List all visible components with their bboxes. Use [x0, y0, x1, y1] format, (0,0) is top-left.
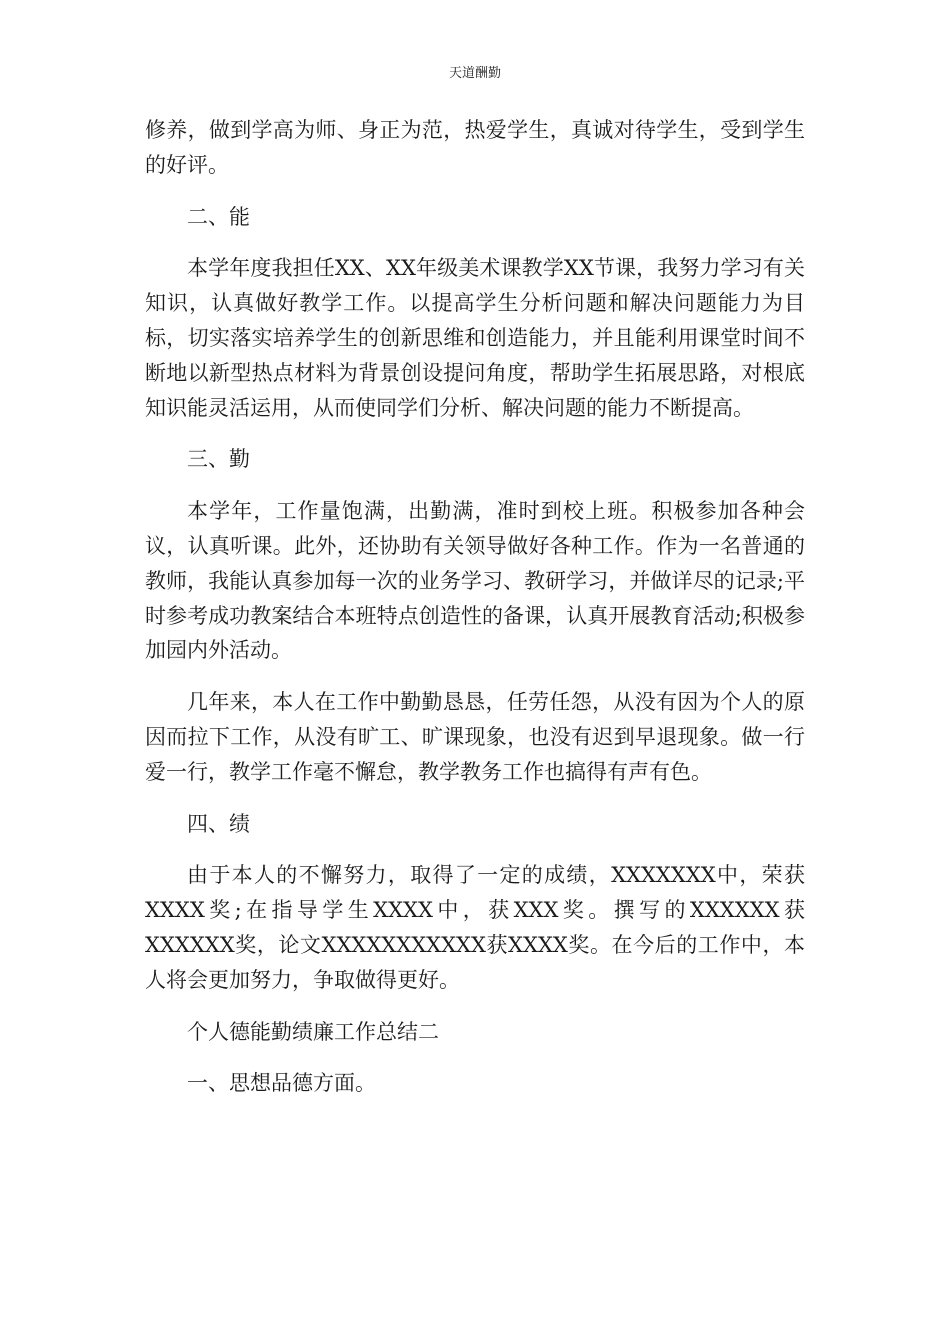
section-heading-ability: 二、能: [187, 204, 250, 229]
section-heading-diligence: 三、勤: [187, 447, 250, 472]
paragraph-continuation: 修养，做到学高为师、身正为范，热爱学生，真诚对待学生，受到学生的好评。: [145, 118, 805, 177]
page-header: 天道酬勤: [448, 66, 501, 81]
paragraph-diligence: 本学年，工作量饱满，出勤满，准时到校上班。积极参加各种会议，认真听课。此外，还协助有关领导做好各种工作。作为一名普通的教师，我能认真参加每一次的业务学习、教研学习，并做详尽的记录;平时参考成功教案结合本班特点创造性的备课，认真开展教育活动;积极参加园内外活动。: [145, 499, 805, 663]
section-heading-morality: 一、思想品德方面。: [187, 1071, 376, 1096]
document-body: [145, 113, 805, 1118]
paragraph-achievement: 由于本人的不懈努力，取得了一定的成绩，XXXXXXX中，荣获XXXX奖;在指导学生XXXX中，获XXX奖。撰写的XXXXXX获XXXXXX奖，论文XXXXXXXXXXX获XXXX奖。在今后的工作中，本人将会更加努力，争取做得更好。: [145, 863, 805, 992]
section-heading-achievement: 四、绩: [187, 811, 250, 836]
paragraph-ability: 本学年度我担任XX、XX年级美术课教学XX节课，我努力学习有关知识，认真做好教学工作。以提高学生分析问题和解决问题能力为目标，切实落实培养学生的创新思维和创造能力，并且能利用课堂时间不断地以新型热点材料为背景创设提问角度，帮助学生拓展思路，对根底知识能灵活运用，从而使同学们分析、解决问题的能力不断提高。: [145, 256, 805, 420]
paragraph-years: 几年来，本人在工作中勤勤恳恳，任劳任怨，从没有因为个人的原因而拉下工作，从没有旷工、旷课现象，也没有迟到早退现象。做一行爱一行，教学工作毫不懈怠，教学教务工作也搞得有声有色。: [145, 690, 805, 784]
summary-title-two: 个人德能勤绩廉工作总结二: [187, 1019, 439, 1044]
